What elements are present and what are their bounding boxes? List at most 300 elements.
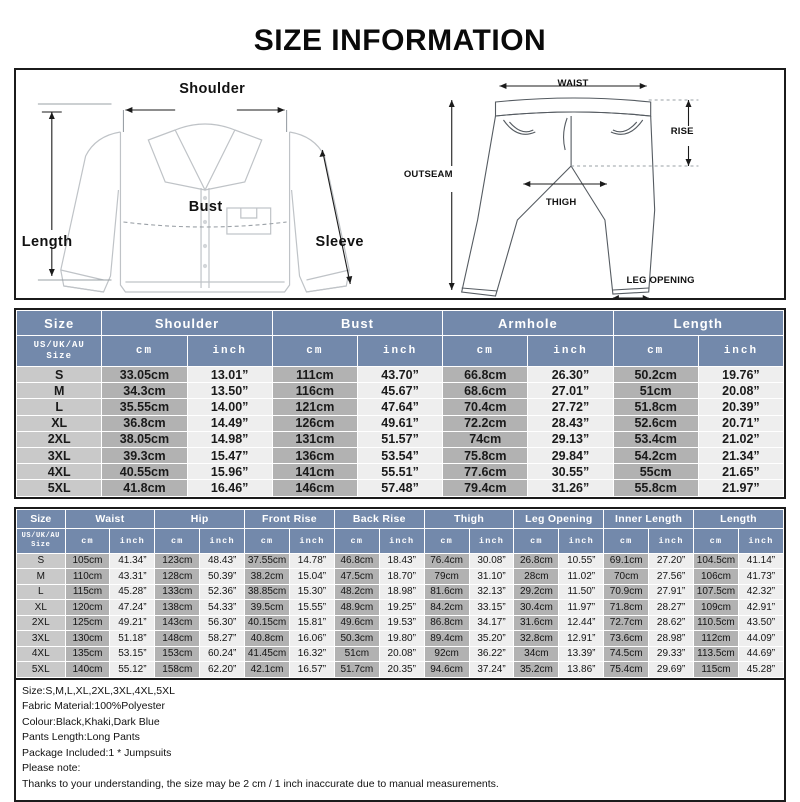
measure-cell-cm: 113.5cm	[694, 646, 739, 662]
size-cell: 5XL	[17, 662, 66, 678]
measure-cell-inch: 21.97”	[698, 480, 783, 496]
measure-cell-cm: 115cm	[65, 584, 110, 600]
top-table-body	[17, 367, 784, 497]
measure-cell-cm: 107.5cm	[694, 584, 739, 600]
measure-cell-inch: 13.39”	[559, 646, 604, 662]
bottom-size-header: Size	[17, 509, 66, 528]
measure-cell-cm: 68.6cm	[443, 383, 528, 399]
measure-cell-inch: 15.81”	[290, 615, 335, 631]
measure-cell-inch: 48.43”	[200, 553, 245, 569]
measure-cell-inch: 19.80”	[379, 631, 424, 647]
measure-cell-cm: 130cm	[65, 631, 110, 647]
bottom-unit-cm-1: cm	[155, 528, 200, 553]
measure-cell-cm: 110cm	[65, 569, 110, 585]
measure-cell-cm: 39.3cm	[102, 447, 187, 463]
measure-cell-inch: 43.31”	[110, 569, 155, 585]
measure-cell-inch: 36.22”	[469, 646, 514, 662]
measure-cell-cm: 26.8cm	[514, 553, 559, 569]
measure-cell-inch: 57.48”	[357, 480, 442, 496]
measure-cell-inch: 29.84”	[528, 447, 613, 463]
measure-cell-inch: 20.39”	[698, 399, 783, 415]
bottom-unit-inch-0: inch	[110, 528, 155, 553]
measure-cell-cm: 34.3cm	[102, 383, 187, 399]
measure-cell-inch: 41.14”	[738, 553, 783, 569]
note-line: Size:S,M,L,XL,2XL,3XL,4XL,5XL	[22, 685, 778, 699]
measure-cell-cm: 74cm	[443, 431, 528, 447]
bottom-group-thigh: Thigh	[424, 509, 514, 528]
measure-cell-cm: 123cm	[155, 553, 200, 569]
bottom-unit-inch-7: inch	[738, 528, 783, 553]
measure-cell-inch: 19.76”	[698, 367, 783, 383]
measure-cell-cm: 47.5cm	[334, 569, 379, 585]
measure-cell-cm: 135cm	[65, 646, 110, 662]
size-cell: 2XL	[17, 615, 66, 631]
measure-cell-inch: 20.08”	[698, 383, 783, 399]
measure-cell-inch: 42.32”	[738, 584, 783, 600]
measure-cell-inch: 16.32”	[290, 646, 335, 662]
bottom-unit-cm-7: cm	[694, 528, 739, 553]
measure-cell-inch: 16.06”	[290, 631, 335, 647]
measure-cell-cm: 32.8cm	[514, 631, 559, 647]
measure-cell-inch: 28.27”	[649, 600, 694, 616]
top-unit-inch-shoulder: inch	[187, 336, 272, 367]
measure-cell-cm: 77.6cm	[443, 464, 528, 480]
measure-cell-cm: 116cm	[272, 383, 357, 399]
measure-cell-inch: 34.17”	[469, 615, 514, 631]
measure-cell-cm: 55.8cm	[613, 480, 698, 496]
outseam-label: OUTSEAM	[404, 169, 453, 180]
measure-cell-inch: 54.33”	[200, 600, 245, 616]
measure-cell-inch: 49.21”	[110, 615, 155, 631]
measure-cell-inch: 29.13”	[528, 431, 613, 447]
measure-cell-inch: 49.61”	[357, 415, 442, 431]
measure-cell-cm: 125cm	[65, 615, 110, 631]
top-size-table-wrapper	[14, 308, 786, 499]
bust-label: Bust	[189, 199, 223, 215]
bottom-size-table	[16, 509, 784, 678]
measure-cell-cm: 143cm	[155, 615, 200, 631]
measure-cell-inch: 15.55”	[290, 600, 335, 616]
measure-cell-cm: 120cm	[65, 600, 110, 616]
measure-cell-inch: 62.20”	[200, 662, 245, 678]
bottom-table-group-row	[17, 509, 784, 528]
leg-opening-label: LEG OPENING	[627, 275, 695, 286]
top-garment-diagram	[16, 70, 400, 298]
measure-cell-cm: 115cm	[694, 662, 739, 678]
measure-cell-cm: 51cm	[334, 646, 379, 662]
bottom-table-head	[17, 509, 784, 553]
measure-cell-inch: 14.00”	[187, 399, 272, 415]
measure-cell-inch: 20.35”	[379, 662, 424, 678]
measure-cell-inch: 60.24”	[200, 646, 245, 662]
size-cell: 4XL	[17, 464, 102, 480]
measure-cell-inch: 32.13”	[469, 584, 514, 600]
measure-cell-cm: 53.4cm	[613, 431, 698, 447]
table-row	[17, 662, 784, 678]
bottom-group-waist: Waist	[65, 509, 155, 528]
waist-label: WAIST	[557, 78, 588, 89]
measure-cell-inch: 12.91”	[559, 631, 604, 647]
measure-cell-cm: 70.9cm	[604, 584, 649, 600]
measure-cell-cm: 140cm	[65, 662, 110, 678]
measure-cell-inch: 14.78”	[290, 553, 335, 569]
measure-cell-inch: 28.43”	[528, 415, 613, 431]
measure-cell-cm: 70.4cm	[443, 399, 528, 415]
top-size-subheader-line2: Size	[17, 351, 101, 362]
measure-cell-cm: 41.45cm	[245, 646, 290, 662]
bottom-group-hip: Hip	[155, 509, 245, 528]
bottom-group-back-rise: Back Rise	[334, 509, 424, 528]
measure-cell-inch: 47.64”	[357, 399, 442, 415]
top-unit-cm-shoulder: cm	[102, 336, 187, 367]
bottom-group-front-rise: Front Rise	[245, 509, 335, 528]
measure-cell-inch: 20.08”	[379, 646, 424, 662]
note-line: Please note:	[22, 762, 778, 776]
measure-cell-cm: 128cm	[155, 569, 200, 585]
measure-cell-inch: 44.09”	[738, 631, 783, 647]
measure-cell-inch: 11.97”	[559, 600, 604, 616]
measure-cell-cm: 74.5cm	[604, 646, 649, 662]
measure-cell-cm: 35.2cm	[514, 662, 559, 678]
measure-cell-cm: 66.8cm	[443, 367, 528, 383]
table-row	[17, 631, 784, 647]
measure-cell-inch: 28.62”	[649, 615, 694, 631]
measure-cell-cm: 138cm	[155, 600, 200, 616]
measure-cell-inch: 27.91”	[649, 584, 694, 600]
measure-cell-cm: 126cm	[272, 415, 357, 431]
rise-label: RISE	[671, 126, 694, 137]
bottom-table-body	[17, 553, 784, 677]
measure-cell-inch: 18.98”	[379, 584, 424, 600]
measure-cell-cm: 38.85cm	[245, 584, 290, 600]
table-row	[17, 569, 784, 585]
note-line: Colour:Black,Khaki,Dark Blue	[22, 716, 778, 730]
measure-cell-cm: 94.6cm	[424, 662, 469, 678]
measure-cell-cm: 33.05cm	[102, 367, 187, 383]
measure-cell-cm: 72.2cm	[443, 415, 528, 431]
size-cell: S	[17, 367, 102, 383]
note-line: Pants Length:Long Pants	[22, 731, 778, 745]
measure-cell-cm: 73.6cm	[604, 631, 649, 647]
measure-cell-inch: 42.91”	[738, 600, 783, 616]
measure-cell-cm: 146cm	[272, 480, 357, 496]
measure-cell-cm: 46.8cm	[334, 553, 379, 569]
measure-cell-inch: 28.98”	[649, 631, 694, 647]
measure-cell-inch: 19.53”	[379, 615, 424, 631]
table-row	[17, 464, 784, 480]
bottom-unit-inch-2: inch	[290, 528, 335, 553]
measure-cell-cm: 141cm	[272, 464, 357, 480]
table-row	[17, 447, 784, 463]
size-cell: M	[17, 383, 102, 399]
measure-cell-cm: 104.5cm	[694, 553, 739, 569]
measure-cell-inch: 53.54”	[357, 447, 442, 463]
measure-cell-cm: 70cm	[604, 569, 649, 585]
table-row	[17, 646, 784, 662]
measure-cell-inch: 47.24”	[110, 600, 155, 616]
top-table-group-row	[17, 311, 784, 336]
size-cell: L	[17, 399, 102, 415]
measure-cell-cm: 153cm	[155, 646, 200, 662]
size-cell: XL	[17, 415, 102, 431]
top-group-length: Length	[613, 311, 783, 336]
bottom-table-unit-row	[17, 528, 784, 553]
measure-cell-inch: 16.57”	[290, 662, 335, 678]
measure-cell-cm: 148cm	[155, 631, 200, 647]
measure-cell-inch: 45.28”	[110, 584, 155, 600]
measure-cell-inch: 56.30”	[200, 615, 245, 631]
measure-cell-cm: 51.7cm	[334, 662, 379, 678]
top-table-head	[17, 311, 784, 367]
size-cell: XL	[17, 600, 66, 616]
measure-cell-cm: 51.8cm	[613, 399, 698, 415]
top-group-armhole: Armhole	[443, 311, 613, 336]
bottom-group-length: Length	[694, 509, 784, 528]
measure-cell-cm: 92cm	[424, 646, 469, 662]
measure-cell-inch: 33.15”	[469, 600, 514, 616]
measure-cell-inch: 10.55”	[559, 553, 604, 569]
measure-cell-cm: 40.8cm	[245, 631, 290, 647]
measure-cell-inch: 18.43”	[379, 553, 424, 569]
measure-cell-inch: 15.47”	[187, 447, 272, 463]
thigh-label: THIGH	[546, 197, 577, 208]
measure-cell-inch: 41.73”	[738, 569, 783, 585]
bottom-size-subheader	[17, 528, 66, 553]
measure-cell-cm: 111cm	[272, 367, 357, 383]
table-row	[17, 480, 784, 496]
sleeve-label: Sleeve	[316, 234, 364, 250]
measure-cell-cm: 40.15cm	[245, 615, 290, 631]
size-cell: 4XL	[17, 646, 66, 662]
measure-cell-cm: 35.55cm	[102, 399, 187, 415]
measure-cell-cm: 89.4cm	[424, 631, 469, 647]
measure-cell-cm: 158cm	[155, 662, 200, 678]
measure-cell-inch: 27.20”	[649, 553, 694, 569]
bottom-size-subheader-line1: US/UK/AU	[17, 532, 65, 541]
top-size-table	[16, 310, 784, 497]
top-unit-cm-armhole: cm	[443, 336, 528, 367]
measure-cell-cm: 49.6cm	[334, 615, 379, 631]
measure-cell-inch: 55.12”	[110, 662, 155, 678]
shoulder-label: Shoulder	[179, 81, 245, 97]
bottom-group-inner-length: Inner Length	[604, 509, 694, 528]
measure-cell-cm: 41.8cm	[102, 480, 187, 496]
note-line: Fabric Material:100%Polyester	[22, 700, 778, 714]
measure-cell-cm: 37.55cm	[245, 553, 290, 569]
measure-cell-cm: 71.8cm	[604, 600, 649, 616]
measure-cell-inch: 15.04”	[290, 569, 335, 585]
measure-cell-inch: 14.49”	[187, 415, 272, 431]
size-cell: M	[17, 569, 66, 585]
measure-cell-cm: 38.05cm	[102, 431, 187, 447]
measure-cell-cm: 30.4cm	[514, 600, 559, 616]
bottom-garment-diagram	[400, 70, 784, 298]
table-row	[17, 383, 784, 399]
measure-cell-inch: 20.71”	[698, 415, 783, 431]
top-size-header: Size	[17, 311, 102, 336]
measure-cell-inch: 37.24”	[469, 662, 514, 678]
measure-cell-inch: 45.67”	[357, 383, 442, 399]
measure-cell-inch: 45.28”	[738, 662, 783, 678]
measure-cell-cm: 81.6cm	[424, 584, 469, 600]
measure-cell-inch: 26.30”	[528, 367, 613, 383]
measurement-diagram-panel	[14, 68, 786, 300]
bottom-unit-inch-4: inch	[469, 528, 514, 553]
measure-cell-cm: 48.9cm	[334, 600, 379, 616]
size-cell: 2XL	[17, 431, 102, 447]
bottom-size-table-wrapper	[14, 507, 786, 680]
table-row	[17, 553, 784, 569]
measure-cell-cm: 54.2cm	[613, 447, 698, 463]
measure-cell-inch: 11.50”	[559, 584, 604, 600]
measure-cell-inch: 55.51”	[357, 464, 442, 480]
top-unit-inch-length: inch	[698, 336, 783, 367]
table-row	[17, 367, 784, 383]
note-line: Thanks to your understanding, the size may be 2 cm / 1 inch inaccurate due to manual measurements.	[22, 778, 778, 792]
measure-cell-cm: 133cm	[155, 584, 200, 600]
top-unit-cm-bust: cm	[272, 336, 357, 367]
size-cell: 3XL	[17, 447, 102, 463]
measure-cell-cm: 50.2cm	[613, 367, 698, 383]
measure-cell-cm: 29.2cm	[514, 584, 559, 600]
size-cell: 5XL	[17, 480, 102, 496]
bottom-unit-cm-0: cm	[65, 528, 110, 553]
measure-cell-cm: 110.5cm	[694, 615, 739, 631]
measure-cell-inch: 14.98”	[187, 431, 272, 447]
note-line: Package Included:1 * Jumpsuits	[22, 747, 778, 761]
measure-cell-inch: 15.30”	[290, 584, 335, 600]
bottom-group-leg-opening: Leg Opening	[514, 509, 604, 528]
table-row	[17, 600, 784, 616]
measure-cell-inch: 29.33”	[649, 646, 694, 662]
measure-cell-cm: 34cm	[514, 646, 559, 662]
product-notes	[14, 680, 786, 802]
measure-cell-inch: 27.01”	[528, 383, 613, 399]
table-row	[17, 584, 784, 600]
top-table-unit-row	[17, 336, 784, 367]
measure-cell-inch: 27.56”	[649, 569, 694, 585]
measure-cell-cm: 40.55cm	[102, 464, 187, 480]
measure-cell-cm: 39.5cm	[245, 600, 290, 616]
page-title: SIZE INFORMATION	[0, 0, 800, 68]
bottom-unit-cm-5: cm	[514, 528, 559, 553]
measure-cell-inch: 12.44”	[559, 615, 604, 631]
measure-cell-inch: 30.55”	[528, 464, 613, 480]
measure-cell-inch: 51.57”	[357, 431, 442, 447]
measure-cell-cm: 79cm	[424, 569, 469, 585]
top-size-subheader	[17, 336, 102, 367]
measure-cell-inch: 53.15”	[110, 646, 155, 662]
measure-cell-cm: 31.6cm	[514, 615, 559, 631]
bottom-unit-cm-3: cm	[334, 528, 379, 553]
bottom-unit-inch-6: inch	[649, 528, 694, 553]
measure-cell-inch: 21.65”	[698, 464, 783, 480]
table-row	[17, 615, 784, 631]
measure-cell-inch: 11.02”	[559, 569, 604, 585]
table-row	[17, 431, 784, 447]
bottom-size-subheader-line2: Size	[17, 541, 65, 550]
measure-cell-cm: 75.4cm	[604, 662, 649, 678]
measure-cell-cm: 121cm	[272, 399, 357, 415]
table-row	[17, 415, 784, 431]
bottom-unit-inch-3: inch	[379, 528, 424, 553]
measure-cell-cm: 51cm	[613, 383, 698, 399]
size-cell: L	[17, 584, 66, 600]
measure-cell-inch: 21.34”	[698, 447, 783, 463]
measure-cell-cm: 76.4cm	[424, 553, 469, 569]
measure-cell-cm: 112cm	[694, 631, 739, 647]
measure-cell-cm: 105cm	[65, 553, 110, 569]
measure-cell-cm: 50.3cm	[334, 631, 379, 647]
top-unit-inch-bust: inch	[357, 336, 442, 367]
measure-cell-inch: 58.27”	[200, 631, 245, 647]
measure-cell-inch: 13.01”	[187, 367, 272, 383]
measure-cell-cm: 109cm	[694, 600, 739, 616]
measure-cell-inch: 50.39”	[200, 569, 245, 585]
measure-cell-inch: 27.72”	[528, 399, 613, 415]
measure-cell-inch: 51.18”	[110, 631, 155, 647]
measure-cell-cm: 38.2cm	[245, 569, 290, 585]
measure-cell-cm: 131cm	[272, 431, 357, 447]
measure-cell-inch: 21.02”	[698, 431, 783, 447]
measure-cell-cm: 48.2cm	[334, 584, 379, 600]
measure-cell-cm: 69.1cm	[604, 553, 649, 569]
measure-cell-inch: 16.46”	[187, 480, 272, 496]
measure-cell-inch: 29.69”	[649, 662, 694, 678]
measure-cell-cm: 106cm	[694, 569, 739, 585]
measure-cell-inch: 44.69”	[738, 646, 783, 662]
measure-cell-inch: 13.86”	[559, 662, 604, 678]
bottom-unit-cm-4: cm	[424, 528, 469, 553]
measure-cell-cm: 52.6cm	[613, 415, 698, 431]
measure-cell-inch: 35.20”	[469, 631, 514, 647]
measure-cell-inch: 15.96”	[187, 464, 272, 480]
measure-cell-cm: 75.8cm	[443, 447, 528, 463]
top-group-bust: Bust	[272, 311, 442, 336]
measure-cell-cm: 72.7cm	[604, 615, 649, 631]
measure-cell-inch: 43.50”	[738, 615, 783, 631]
measure-cell-cm: 28cm	[514, 569, 559, 585]
top-size-subheader-line1: US/UK/AU	[17, 340, 101, 351]
top-group-shoulder: Shoulder	[102, 311, 272, 336]
bottom-unit-cm-6: cm	[604, 528, 649, 553]
measure-cell-cm: 36.8cm	[102, 415, 187, 431]
bottom-unit-cm-2: cm	[245, 528, 290, 553]
table-row	[17, 399, 784, 415]
measure-cell-inch: 13.50”	[187, 383, 272, 399]
measure-cell-cm: 42.1cm	[245, 662, 290, 678]
size-cell: 3XL	[17, 631, 66, 647]
measure-cell-inch: 18.70”	[379, 569, 424, 585]
measure-cell-inch: 31.26”	[528, 480, 613, 496]
measure-cell-inch: 52.36”	[200, 584, 245, 600]
top-unit-inch-armhole: inch	[528, 336, 613, 367]
measure-cell-cm: 84.2cm	[424, 600, 469, 616]
measure-cell-inch: 41.34”	[110, 553, 155, 569]
measure-cell-inch: 43.70”	[357, 367, 442, 383]
measure-cell-inch: 31.10”	[469, 569, 514, 585]
bottom-unit-inch-5: inch	[559, 528, 604, 553]
measure-cell-cm: 86.8cm	[424, 615, 469, 631]
measure-cell-inch: 30.08”	[469, 553, 514, 569]
bottom-unit-inch-1: inch	[200, 528, 245, 553]
measure-cell-cm: 55cm	[613, 464, 698, 480]
size-cell: S	[17, 553, 66, 569]
measure-cell-cm: 79.4cm	[443, 480, 528, 496]
top-unit-cm-length: cm	[613, 336, 698, 367]
measure-cell-cm: 136cm	[272, 447, 357, 463]
length-label: Length	[22, 234, 73, 250]
